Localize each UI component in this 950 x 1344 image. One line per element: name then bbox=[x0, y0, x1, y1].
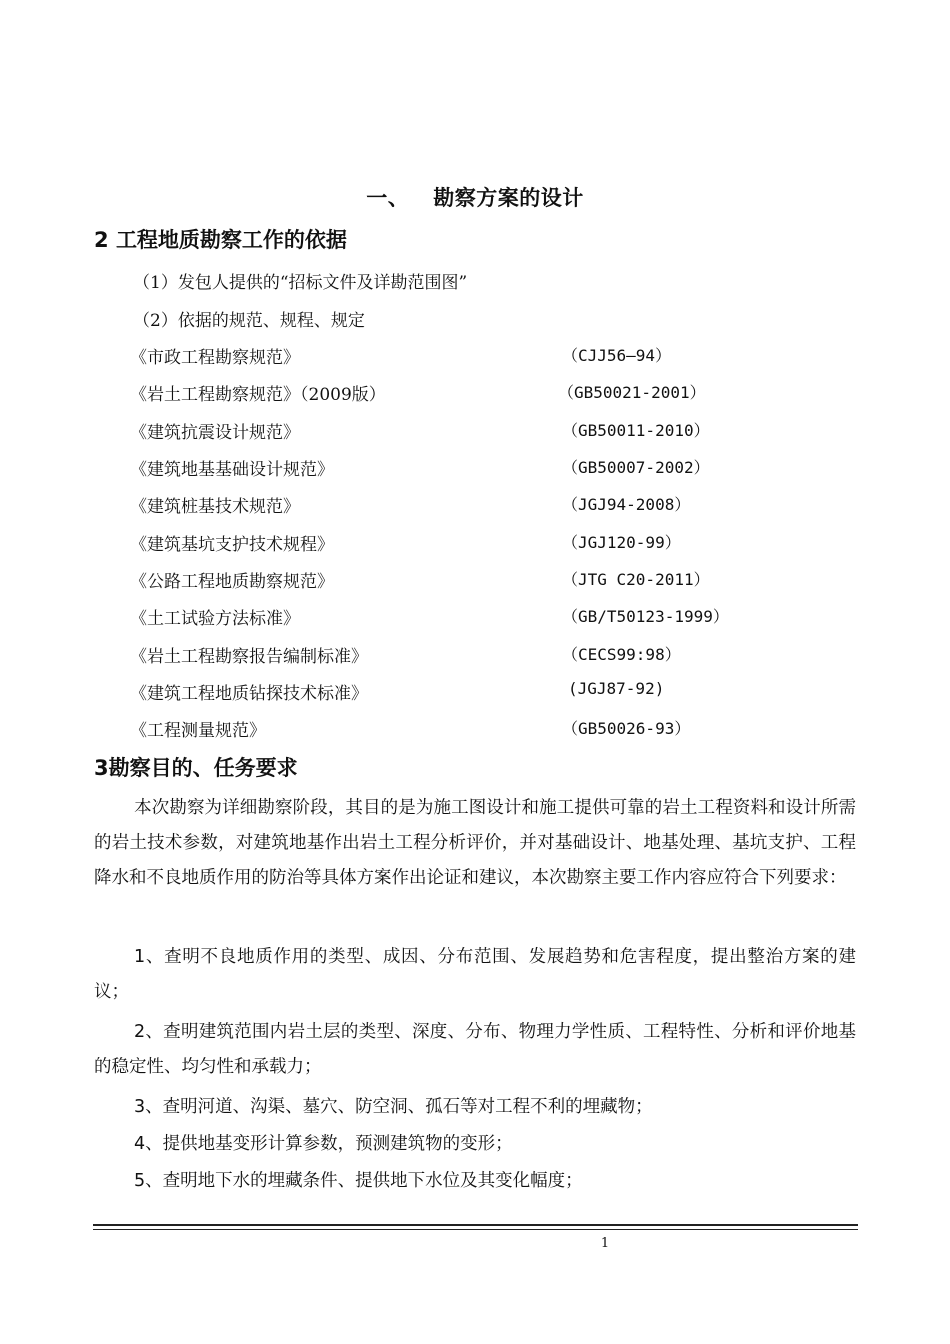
footer-rule-thin bbox=[93, 1229, 858, 1230]
requirement-item bbox=[94, 940, 856, 1010]
reference-row bbox=[130, 679, 850, 703]
reference-name: 《建筑地基基础设计规范》 bbox=[130, 460, 334, 480]
reference-name: 《建筑抗震设计规范》 bbox=[130, 423, 300, 443]
reference-code: （JGJ94-2008） bbox=[562, 495, 691, 514]
reference-row bbox=[130, 343, 850, 367]
requirement-text: 、提供地基变形计算参数，预测建筑物的变形； bbox=[145, 1134, 513, 1154]
section-3-heading-text: 勘察目的、任务要求 bbox=[108, 756, 298, 780]
reference-code: （JTG C20-2011） bbox=[562, 570, 710, 589]
requirement-text: 、查明地下水的埋藏条件、提供地下水位及其变化幅度； bbox=[145, 1171, 583, 1191]
page-title bbox=[0, 182, 950, 212]
reference-name: 《市政工程勘察规范》 bbox=[130, 348, 300, 368]
section-2-heading bbox=[94, 224, 347, 254]
reference-name: 《工程测量规范》 bbox=[130, 721, 266, 741]
requirement-item bbox=[94, 1164, 856, 1199]
requirement-number: 2 bbox=[134, 1022, 146, 1042]
purpose-paragraph bbox=[94, 791, 856, 897]
footer-rule-thick bbox=[93, 1224, 858, 1226]
reference-name: 《岩土工程勘察规范》（2009版） bbox=[130, 385, 386, 405]
page-title-number: 一、 bbox=[366, 186, 410, 210]
reference-name: 《公路工程地质勘察规范》 bbox=[130, 572, 334, 592]
reference-code: （JGJ120-99） bbox=[562, 533, 681, 552]
requirement-item bbox=[94, 1127, 856, 1162]
reference-row bbox=[130, 716, 850, 740]
reference-row bbox=[130, 418, 850, 442]
basis-item-1: （1）发包人提供的“招标文件及详勘范围图” bbox=[133, 273, 468, 293]
requirement-text: 、查明河道、沟渠、墓穴、防空洞、孤石等对工程不利的埋藏物； bbox=[145, 1097, 653, 1117]
section-2-heading-number: 2 bbox=[94, 228, 109, 252]
section-3-heading-number: 3 bbox=[94, 756, 109, 780]
reference-name: 《土工试验方法标准》 bbox=[130, 609, 300, 629]
reference-name: 《岩土工程勘察报告编制标准》 bbox=[130, 647, 368, 667]
requirement-text: 、查明不良地质作用的类型、成因、分布范围、发展趋势和危害程度，提出整治方案的建议； bbox=[94, 947, 856, 1003]
reference-code: （GB/T50123-1999） bbox=[562, 607, 729, 626]
reference-code: （GB50011-2010） bbox=[562, 421, 710, 440]
section-2-heading-text: 工程地质勘察工作的依据 bbox=[115, 228, 347, 252]
purpose-paragraph-text: 本次勘察为详细勘察阶段，其目的是为施工图设计和施工提供可靠的岩土工程资料和设计所需的岩土技术参数，对建筑地基作出岩土工程分析评价，并对基础设计、地基处理、基坑支护、工程降水和不良地质作用的防治等具体方案作出论证和建议，本次勘察主要工作内容应符合下列要求： bbox=[94, 798, 856, 889]
reference-row bbox=[130, 455, 850, 479]
page-number: 1 bbox=[600, 1236, 610, 1251]
reference-code: （GB50026-93） bbox=[562, 719, 691, 738]
requirement-number: 5 bbox=[134, 1171, 146, 1191]
reference-row bbox=[130, 492, 850, 516]
reference-name: 《建筑工程地质钻探技术标准》 bbox=[130, 684, 368, 704]
reference-code: （CJJ56—94） bbox=[562, 346, 672, 365]
reference-name: 《建筑基坑支护技术规程》 bbox=[130, 535, 334, 555]
requirement-text: 、查明建筑范围内岩土层的类型、深度、分布、物理力学性质、工程特性、分析和评价地基的稳定性、均匀性和承载力； bbox=[94, 1022, 856, 1078]
reference-code: (JGJ87-92) bbox=[568, 679, 665, 698]
reference-code: （GB50007-2002） bbox=[562, 458, 710, 477]
reference-row bbox=[130, 530, 850, 554]
reference-row bbox=[130, 567, 850, 591]
reference-code: （CECS99:98） bbox=[562, 645, 681, 664]
requirement-number: 3 bbox=[134, 1097, 146, 1117]
requirement-number: 1 bbox=[134, 947, 146, 967]
reference-name: 《建筑桩基技术规范》 bbox=[130, 497, 300, 517]
reference-row bbox=[130, 604, 850, 628]
requirement-item bbox=[94, 1015, 856, 1085]
basis-item-2: （2）依据的规范、规程、规定 bbox=[133, 311, 365, 331]
reference-row bbox=[130, 642, 850, 666]
reference-row bbox=[130, 380, 850, 404]
requirement-number: 4 bbox=[134, 1134, 146, 1154]
page-title-text: 勘察方案的设计 bbox=[433, 186, 584, 210]
requirement-item bbox=[94, 1090, 856, 1125]
section-3-heading bbox=[94, 752, 298, 782]
reference-code: （GB50021-2001） bbox=[558, 383, 706, 402]
